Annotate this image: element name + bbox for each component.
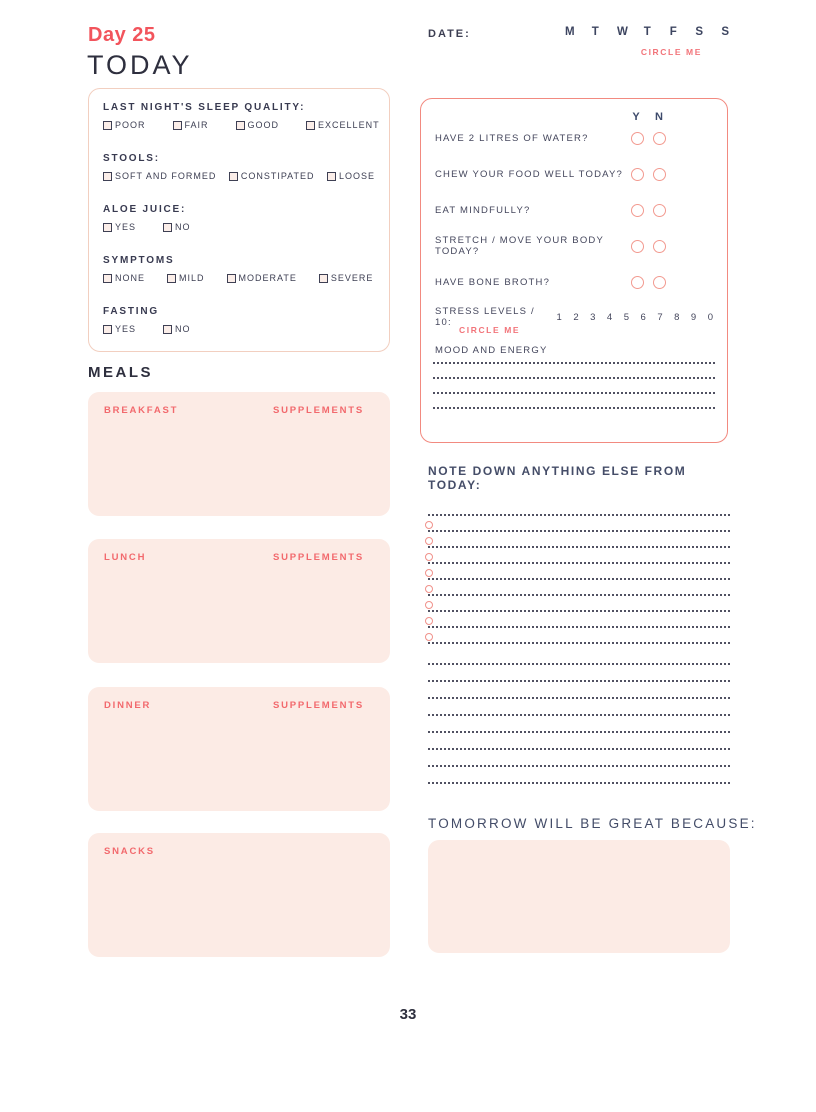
checkbox-icon[interactable] <box>103 223 112 232</box>
stress-level-2[interactable]: 2 <box>573 311 579 323</box>
aloe-juice-section <box>103 204 375 232</box>
stress-levels-label: STRESS LEVELS / 10: <box>435 306 535 328</box>
bullet-circle-icon[interactable] <box>425 633 433 641</box>
mood-write-line[interactable] <box>433 394 715 409</box>
mood-write-line[interactable] <box>433 379 715 394</box>
checkbox-constipated[interactable] <box>229 171 315 181</box>
tomorrow-title: TOMORROW WILL BE GREAT BECAUSE: <box>428 816 757 831</box>
checkbox-icon[interactable] <box>167 274 176 283</box>
weekday-sunday[interactable]: S <box>721 26 730 38</box>
date-label: DATE: <box>428 28 471 40</box>
stools-section <box>103 153 375 181</box>
checkbox-mild[interactable] <box>167 273 205 283</box>
option-label: MILD <box>179 273 205 283</box>
supplements-label: SUPPLEMENTS <box>272 552 364 563</box>
yes-circle[interactable] <box>631 168 644 181</box>
no-circle[interactable] <box>653 168 666 181</box>
checkbox-soft-and-formed[interactable] <box>103 171 216 181</box>
bullet-circle-icon[interactable] <box>425 521 433 529</box>
weekday-friday[interactable]: F <box>669 26 678 38</box>
meal-label: SNACKS <box>104 846 155 857</box>
option-label: NO <box>175 324 191 334</box>
option-label: POOR <box>115 120 146 130</box>
circle-me-hint: CIRCLE ME <box>640 47 702 57</box>
option-label: CONSTIPATED <box>240 171 315 181</box>
note-line[interactable] <box>428 564 730 580</box>
answer-circles <box>631 276 666 289</box>
no-column-label: N <box>655 111 663 123</box>
note-line[interactable] <box>428 580 730 596</box>
checkbox-loose[interactable] <box>327 171 375 181</box>
supplements-label: SUPPLEMENTS <box>272 700 364 711</box>
option-label: SOFT AND FORMED <box>115 171 217 181</box>
answer-circles <box>631 240 666 253</box>
stress-levels-row <box>435 306 713 328</box>
page-title: TODAY <box>87 50 193 80</box>
sleep-quality-options <box>103 120 380 130</box>
checkbox-icon[interactable] <box>103 274 112 283</box>
note-line[interactable] <box>428 699 730 716</box>
note-line[interactable] <box>428 682 730 699</box>
answer-circles <box>631 168 666 181</box>
weekday-saturday[interactable]: S <box>695 26 704 38</box>
question-label: HAVE 2 LITRES OF WATER? <box>435 132 589 144</box>
stress-level-4[interactable]: 4 <box>606 311 613 323</box>
checkbox-icon[interactable] <box>103 121 112 130</box>
meal-label: BREAKFAST <box>104 405 179 416</box>
question-label: STRETCH / MOVE YOUR BODY TODAY? <box>435 235 604 257</box>
sleep-quality-section <box>103 102 380 130</box>
aloe-juice-options <box>103 222 375 232</box>
symptoms-section <box>103 255 375 283</box>
checkbox-icon[interactable] <box>306 121 315 130</box>
no-circle[interactable] <box>653 204 666 217</box>
meal-label: LUNCH <box>104 552 147 563</box>
option-label: EXCELLENT <box>318 120 380 130</box>
note-line[interactable] <box>428 612 730 628</box>
stress-level-5[interactable]: 5 <box>623 311 630 323</box>
day-label: Day 25 <box>88 24 156 46</box>
meal-box-lunch[interactable] <box>88 539 390 663</box>
checkbox-icon[interactable] <box>103 325 112 334</box>
question-label: CHEW YOUR FOOD WELL TODAY? <box>435 168 623 180</box>
checkbox-fasting-no[interactable] <box>163 324 191 334</box>
mood-and-energy-label: MOOD AND ENERGY <box>435 345 548 356</box>
bullet-circle-icon[interactable] <box>425 585 433 593</box>
mood-write-line[interactable] <box>433 364 715 379</box>
yes-circle[interactable] <box>631 240 644 253</box>
health-checklist-box <box>88 88 390 352</box>
question-row-mindful <box>435 203 713 217</box>
weekday-thursday[interactable]: T <box>643 26 652 38</box>
bullet-circle-icon[interactable] <box>425 617 433 625</box>
question-label: EAT MINDFULLY? <box>435 204 531 216</box>
tomorrow-write-box[interactable] <box>428 840 730 953</box>
checkbox-icon[interactable] <box>229 172 238 181</box>
option-label: MODERATE <box>238 273 297 283</box>
checkbox-fair[interactable] <box>173 120 209 130</box>
fasting-options <box>103 324 375 334</box>
answer-circles <box>631 132 666 145</box>
option-label: SEVERE <box>330 273 374 283</box>
note-line[interactable] <box>428 648 730 665</box>
symptoms-options <box>103 273 375 283</box>
option-label: LOOSE <box>338 171 375 181</box>
notes-title: NOTE DOWN ANYTHING ELSE FROM TODAY: <box>428 464 687 492</box>
page-number: 33 <box>399 1006 417 1023</box>
checkbox-good[interactable] <box>236 120 280 130</box>
meal-label: DINNER <box>104 700 152 711</box>
notes-bullet-lines <box>428 514 730 644</box>
bullet-circle-icon[interactable] <box>425 569 433 577</box>
option-label: GOOD <box>247 120 280 130</box>
checkbox-excellent[interactable] <box>306 120 380 130</box>
yes-column-label: Y <box>632 111 640 123</box>
no-circle[interactable] <box>653 132 666 145</box>
note-line[interactable] <box>428 716 730 733</box>
section-label: ALOE JUICE: <box>103 204 187 215</box>
option-label: NO <box>175 222 191 232</box>
fasting-section <box>103 306 375 334</box>
bullet-circle-icon[interactable] <box>425 537 433 545</box>
stress-level-7[interactable]: 7 <box>657 311 663 323</box>
checkbox-aloe-yes[interactable] <box>103 222 136 232</box>
checkbox-icon[interactable] <box>227 274 236 283</box>
bullet-circle-icon[interactable] <box>425 553 433 561</box>
meal-box-dinner[interactable] <box>88 687 390 811</box>
checkbox-icon[interactable] <box>163 223 172 232</box>
supplements-label: SUPPLEMENTS <box>272 405 364 416</box>
weekday-selector <box>565 26 730 38</box>
answer-circles <box>631 204 666 217</box>
stress-level-1[interactable]: 1 <box>556 311 562 323</box>
yes-circle[interactable] <box>631 276 644 289</box>
daily-questions-box <box>420 98 728 443</box>
question-label: HAVE BONE BROTH? <box>435 276 551 288</box>
note-line[interactable] <box>428 548 730 564</box>
checkbox-icon[interactable] <box>163 325 172 334</box>
checkbox-severe[interactable] <box>319 273 374 283</box>
yes-no-header <box>435 111 666 123</box>
checkbox-none[interactable] <box>103 273 145 283</box>
notes-section <box>428 464 730 784</box>
circle-me-hint: CIRCLE ME <box>459 325 521 335</box>
stress-level-8[interactable]: 8 <box>674 311 680 323</box>
checkbox-icon[interactable] <box>236 121 245 130</box>
no-circle[interactable] <box>653 240 666 253</box>
question-row-chew <box>435 167 713 181</box>
checkbox-aloe-no[interactable] <box>163 222 191 232</box>
checkbox-icon[interactable] <box>327 172 336 181</box>
option-label: NONE <box>115 273 146 283</box>
note-line[interactable] <box>428 532 730 548</box>
section-label: FASTING <box>103 306 159 317</box>
note-line[interactable] <box>428 665 730 682</box>
note-line[interactable] <box>428 516 730 532</box>
checkbox-poor[interactable] <box>103 120 146 130</box>
question-row-stretch <box>435 235 713 257</box>
note-line[interactable] <box>428 628 730 644</box>
stools-options <box>103 171 375 181</box>
meals-title: MEALS <box>88 364 153 381</box>
yes-circle[interactable] <box>631 132 644 145</box>
note-line[interactable] <box>428 767 730 784</box>
stress-scale <box>557 312 713 323</box>
yes-circle[interactable] <box>631 204 644 217</box>
question-row-water <box>435 131 713 145</box>
weekday-tuesday[interactable]: T <box>591 26 600 38</box>
no-circle[interactable] <box>653 276 666 289</box>
mood-and-energy-lines <box>433 356 715 409</box>
checkbox-fasting-yes[interactable] <box>103 324 136 334</box>
note-line[interactable] <box>428 596 730 612</box>
meal-box-breakfast[interactable] <box>88 392 390 516</box>
checkbox-icon[interactable] <box>173 121 182 130</box>
section-label: SYMPTOMS <box>103 255 175 266</box>
note-line[interactable] <box>428 750 730 767</box>
section-label: STOOLS: <box>103 153 160 164</box>
stress-level-9[interactable]: 9 <box>690 311 697 323</box>
date-row <box>428 26 730 68</box>
checkbox-moderate[interactable] <box>227 273 297 283</box>
checkbox-icon[interactable] <box>103 172 112 181</box>
meal-box-snacks[interactable] <box>88 833 390 957</box>
weekday-wednesday[interactable]: W <box>617 26 629 38</box>
option-label: FAIR <box>184 120 209 130</box>
stress-level-6[interactable]: 6 <box>640 311 646 323</box>
stress-level-3[interactable]: 3 <box>590 311 596 323</box>
option-label: YES <box>115 222 137 232</box>
bullet-circle-icon[interactable] <box>425 601 433 609</box>
note-line[interactable] <box>428 733 730 750</box>
stress-level-0[interactable]: 0 <box>707 311 713 323</box>
section-label: LAST NIGHT'S SLEEP QUALITY: <box>103 102 306 113</box>
question-row-broth <box>435 275 713 289</box>
checkbox-icon[interactable] <box>319 274 328 283</box>
option-label: YES <box>115 324 137 334</box>
weekday-monday[interactable]: M <box>565 26 576 38</box>
notes-plain-lines <box>428 648 730 784</box>
mood-write-line[interactable] <box>433 356 715 364</box>
